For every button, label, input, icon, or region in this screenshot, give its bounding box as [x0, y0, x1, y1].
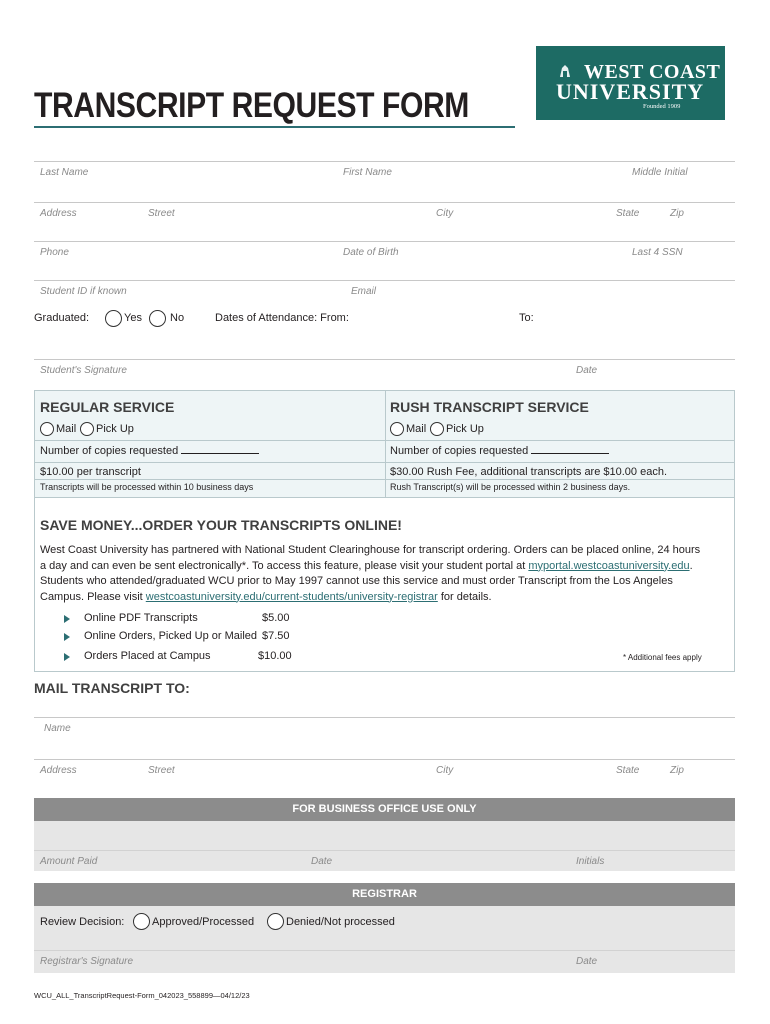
business-office-header: FOR BUSINESS OFFICE USE ONLY [34, 798, 735, 821]
email-field[interactable]: Email [351, 286, 377, 297]
rush-service-title: RUSH TRANSCRIPT SERVICE [390, 399, 589, 415]
state-field[interactable]: State [616, 208, 640, 219]
online-item-price: $7.50 [262, 630, 290, 642]
graduated-label: Graduated: [34, 312, 90, 324]
logo-line-1: WEST COAST [584, 61, 721, 83]
denied-label: Denied/Not processed [286, 916, 395, 928]
registrar-signature-field[interactable]: Registrar's Signature [40, 956, 134, 967]
online-description: West Coast University has partnered with National Student Clearinghouse for transcript ordering. Orders can be placed online, 24 hours a day and can even be sent electronically*. To access this feature, please visit your student portal at myportal.westcoastuniversity.edu. Students who attended/graduated WCU prior to May 1997 cannot use this service and must order Transcript from the Los Angeles Campus. Please visit westcoastuniversity.edu/current-students/university-registrar for details. [40, 544, 701, 603]
amount-paid-field[interactable]: Amount Paid [40, 856, 98, 867]
rush-processing: Rush Transcript(s) will be processed within 2 business days. [390, 482, 631, 492]
rush-mail-radio[interactable] [390, 422, 404, 436]
graduated-no-radio[interactable] [149, 310, 166, 327]
divider [34, 161, 735, 162]
university-logo [536, 46, 725, 120]
regular-price: $10.00 per transcript [40, 466, 141, 478]
mail-city-field[interactable]: City [436, 765, 454, 776]
bullet-icon [64, 653, 70, 661]
divider [34, 241, 735, 242]
registrar-header: REGISTRAR [34, 883, 735, 906]
dates-of-attendance-label: Dates of Attendance: From: [215, 312, 349, 324]
divider [34, 359, 735, 360]
divider [34, 850, 735, 851]
street-field[interactable]: Street [148, 208, 175, 219]
registrar-date-field[interactable]: Date [576, 956, 598, 967]
divider [34, 479, 385, 480]
dob-field[interactable]: Date of Birth [343, 247, 399, 258]
title-rule [34, 126, 515, 128]
first-name-field[interactable]: First Name [343, 167, 392, 178]
mail-address-field[interactable]: Address [40, 765, 77, 776]
seal-icon [558, 64, 572, 78]
regular-mail-radio[interactable] [40, 422, 54, 436]
regular-copies-input[interactable] [181, 453, 259, 454]
initials-field[interactable]: Initials [576, 856, 605, 867]
online-item-price: $5.00 [262, 612, 290, 624]
divider [34, 440, 385, 441]
graduated-yes-radio[interactable] [105, 310, 122, 327]
rush-copies-label: Number of copies requested [390, 445, 609, 457]
online-item-label: Online Orders, Picked Up or Mailed [84, 630, 258, 642]
rush-copies-input[interactable] [531, 453, 609, 454]
mail-name-field[interactable]: Name [44, 723, 71, 734]
rush-price: $30.00 Rush Fee, additional transcripts are $10.00 each. [390, 466, 668, 478]
rush-mail-label: Mail [406, 423, 427, 435]
online-item-price: $10.00 [258, 650, 292, 662]
zip-field[interactable]: Zip [670, 208, 684, 219]
divider [34, 202, 735, 203]
phone-field[interactable]: Phone [40, 247, 69, 258]
mail-to-title: MAIL TRANSCRIPT TO: [34, 680, 190, 696]
divider [385, 479, 735, 480]
review-decision-label: Review Decision: [40, 916, 125, 928]
denied-radio[interactable] [267, 913, 284, 930]
divider [34, 462, 385, 463]
form-footer-code: WCU_ALL_TranscriptRequest-Form_042023_558899—04/12/23 [34, 991, 250, 1000]
bullet-icon [64, 633, 70, 641]
divider [34, 759, 735, 760]
regular-pickup-radio[interactable] [80, 422, 94, 436]
mail-street-field[interactable]: Street [148, 765, 175, 776]
rush-pickup-radio[interactable] [430, 422, 444, 436]
online-title: SAVE MONEY...ORDER YOUR TRANSCRIPTS ONLINE! [40, 517, 402, 533]
divider [34, 280, 735, 281]
service-divider [385, 390, 386, 498]
regular-mail-label: Mail [56, 423, 77, 435]
fees-note: * Additional fees apply [623, 653, 702, 662]
logo-founded: Founded 1909 [643, 103, 681, 110]
office-date-field[interactable]: Date [311, 856, 333, 867]
approved-radio[interactable] [133, 913, 150, 930]
rush-pickup-label: Pick Up [446, 423, 484, 435]
approved-label: Approved/Processed [152, 916, 255, 928]
divider [385, 440, 735, 441]
ssn-field[interactable]: Last 4 SSN [632, 247, 683, 258]
student-signature-field[interactable]: Student's Signature [40, 365, 127, 376]
mail-zip-field[interactable]: Zip [670, 765, 684, 776]
portal-link[interactable]: myportal.westcoastuniversity.edu [528, 559, 690, 572]
regular-pickup-label: Pick Up [96, 423, 134, 435]
regular-copies-label: Number of copies requested [40, 445, 259, 457]
regular-service-title: REGULAR SERVICE [40, 399, 175, 415]
divider [34, 717, 735, 718]
signature-date-field[interactable]: Date [576, 365, 598, 376]
student-id-field[interactable]: Student ID if known [40, 286, 127, 297]
graduated-no-label: No [170, 312, 185, 324]
divider [385, 462, 735, 463]
address-field[interactable]: Address [40, 208, 77, 219]
online-item-label: Orders Placed at Campus [84, 650, 211, 662]
attendance-to-label: To: [519, 312, 534, 324]
bullet-icon [64, 615, 70, 623]
registrar-link[interactable]: westcoastuniversity.edu/current-students/university-registrar [145, 590, 438, 603]
regular-processing: Transcripts will be processed within 10 business days [40, 482, 254, 492]
logo-line-2: UNIVERSITY [556, 79, 705, 104]
business-office-area [34, 821, 735, 871]
online-item-label: Online PDF Transcripts [84, 612, 198, 624]
last-name-field[interactable]: Last Name [40, 167, 89, 178]
middle-initial-field[interactable]: Middle Initial [632, 167, 688, 178]
mail-state-field[interactable]: State [616, 765, 640, 776]
divider [34, 950, 735, 951]
page-title: TRANSCRIPT REQUEST FORM [34, 86, 469, 125]
city-field[interactable]: City [436, 208, 454, 219]
graduated-yes-label: Yes [124, 312, 142, 324]
